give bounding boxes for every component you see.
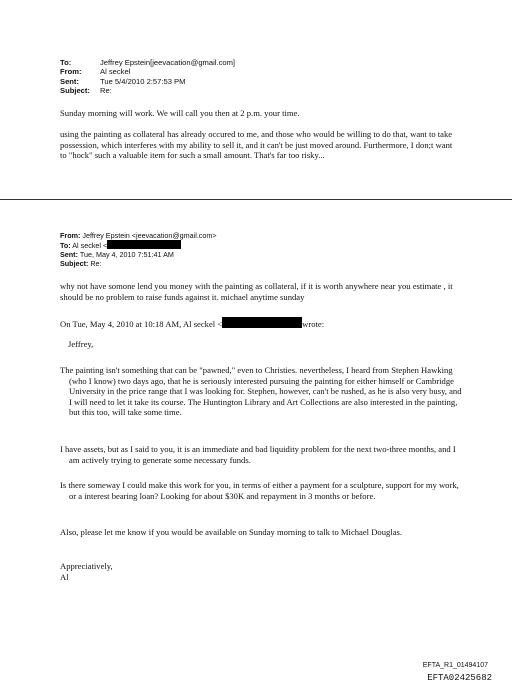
from2-value: Jeffrey Epstein <jeevacation@gmail.com> <box>82 231 217 240</box>
header2-sent-row <box>60 250 217 259</box>
bates-number-small: EFTA_R1_01494107 <box>422 662 488 669</box>
from-label: From: <box>60 67 82 77</box>
to-value: Jeffrey Epstein[jeevacation@gmail.com] <box>100 58 236 67</box>
quoted-intro-text: On Tue, May 4, 2010 at 10:18 AM, Al seckel < <box>60 319 223 329</box>
quoted-closing: Appreciatively, <box>60 561 113 571</box>
header-from-row <box>60 67 235 76</box>
quoted-greeting: Jeffrey, <box>68 339 94 349</box>
to2-label: To: <box>60 241 71 250</box>
quoted-paragraph-4: Also, please let me know if you would be available on Sunday morning to talk to Michael Douglas. <box>60 527 403 537</box>
to2-value: Al seckel < <box>72 241 108 250</box>
quoted-signature: Al <box>60 572 69 582</box>
subject-value: Re: <box>100 86 112 96</box>
separator-line <box>0 199 512 200</box>
email-header-2 <box>60 231 217 268</box>
header2-to-row <box>60 240 217 250</box>
bates-number: EFTA02425682 <box>427 673 492 683</box>
email-header-1 <box>60 58 235 96</box>
quoted-intro <box>60 317 460 330</box>
email1-body-paragraph-1: Sunday morning will work. We will call you then at 2 p.m. your time. <box>60 108 300 118</box>
quoted-paragraph-2: I have assets, but as I said to you, it is an immediate and bad liquidity problem for the next two-three months, and I am actively trying to generate some necessary funds. <box>60 444 456 465</box>
subject-label: Subject: <box>60 86 90 96</box>
subject2-label: Subject: <box>60 259 89 268</box>
sent2-label: Sent: <box>60 250 78 259</box>
quoted-paragraph-1: The painting isn't something that can be "pawned," even to Christies. nevertheless, I heard from Stephen Hawking (who I know) two days ago, that he is seriously interested pursuing the painting for either himself or Cambridge University in the price range that I was looking for. Stephen, however, can't be rushed, as he is also very busy, and I will need to let it take its course. The Huntington Library and Art Collections are also interested in the painting, but this too, will take some time. <box>60 365 462 418</box>
from2-label: From: <box>60 231 81 240</box>
to-label: To: <box>60 58 72 67</box>
sent-value: Tue 5/4/2010 2:57:53 PM <box>100 76 186 86</box>
quoted-intro-wrote: wrote: <box>302 319 325 329</box>
subject2-value: Re: <box>90 259 102 268</box>
header2-subject-row <box>60 259 217 268</box>
email2-body: why not have somone lend you money with the painting as collateral, if it is worth anywhere near you estimate , it should be no problem to raise funds against it. michael anytime sunday <box>60 281 453 302</box>
from-value: Al seckel <box>100 67 131 77</box>
sent-label: Sent: <box>60 76 79 86</box>
redaction-bar <box>107 240 181 249</box>
sent2-value: Tue, May 4, 2010 7:51:41 AM <box>79 250 174 259</box>
header-sent-row <box>60 77 235 86</box>
header-to-row <box>60 58 235 67</box>
header2-from-row <box>60 231 217 240</box>
redaction-bar <box>222 317 302 328</box>
email1-body-paragraph-2: using the painting as collateral has already occured to me, and those who would be willing to do that, want to take possession, which interferes with my ability to sell it, and it can't be just moved around. Furthermore, I don;t want to "hock" such a valuable item for such a small amount. That's far too risky... <box>60 129 453 161</box>
header-subject-row <box>60 86 235 95</box>
quoted-paragraph-3: Is there someway I could make this work for you, in terms of either a payment for a sculpture, support for my work, or a interest bearing loan? Looking for about $30K and repayment in 3 months or before. <box>60 480 459 501</box>
